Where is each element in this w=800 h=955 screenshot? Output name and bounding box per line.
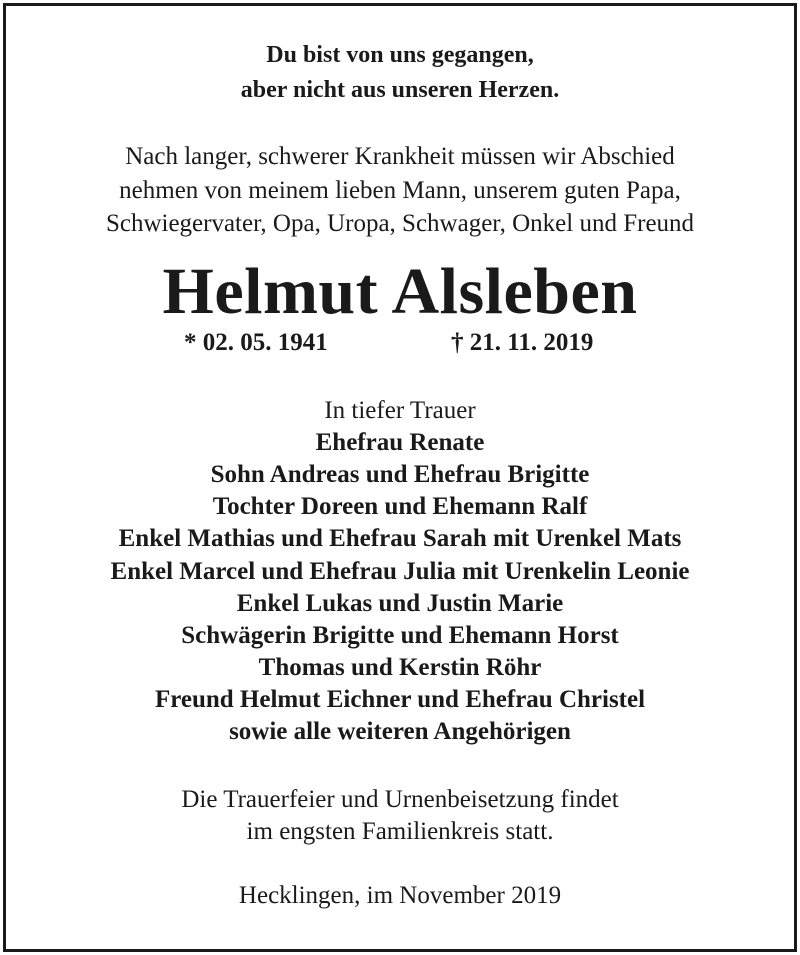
mourner-line: Schwägerin Brigitte und Ehemann Horst [181, 622, 619, 649]
obituary-notice [3, 3, 797, 952]
mourner-line: Ehefrau Renate [315, 429, 485, 456]
motto-line-1: Du bist von uns gegangen, [266, 42, 534, 68]
place-and-date: Hecklingen, im November 2019 [238, 882, 562, 909]
intro-line-3: Schwiegervater, Opa, Uropa, Schwager, Onkel und Freund [105, 210, 695, 237]
mourner-line: Tochter Doreen und Ehemann Ralf [212, 493, 588, 520]
motto-line-2: aber nicht aus unseren Herzen. [240, 77, 560, 103]
ceremony-line-1: Die Trauerfeier und Urnenbeisetzung findet [181, 786, 619, 813]
mourner-line: Enkel Lukas und Justin Marie [236, 590, 564, 617]
deceased-name: Helmut Alsleben [162, 255, 638, 328]
death-date: † 21. 11. 2019 [451, 329, 594, 356]
mourner-line: Enkel Mathias und Ehefrau Sarah mit Urenkel Mats [118, 525, 682, 552]
mourner-line: Thomas und Kerstin Röhr [258, 654, 542, 681]
mourner-line: Freund Helmut Eichner und Ehefrau Christel [154, 686, 646, 713]
mourning-heading: In tiefer Trauer [324, 397, 476, 424]
intro-line-1: Nach langer, schwerer Krankheit müssen wir Abschied [125, 143, 675, 170]
ceremony-line-2: im engsten Familienkreis statt. [246, 818, 554, 845]
intro-line-2: nehmen von meinem lieben Mann, unserem guten Papa, [119, 177, 681, 204]
mourner-line: Enkel Marcel und Ehefrau Julia mit Urenkelin Leonie [110, 558, 690, 585]
mourner-line: Sohn Andreas und Ehefrau Brigitte [210, 461, 590, 488]
mourner-line: sowie alle weiteren Angehörigen [229, 718, 571, 745]
birth-date: * 02. 05. 1941 [184, 329, 328, 356]
